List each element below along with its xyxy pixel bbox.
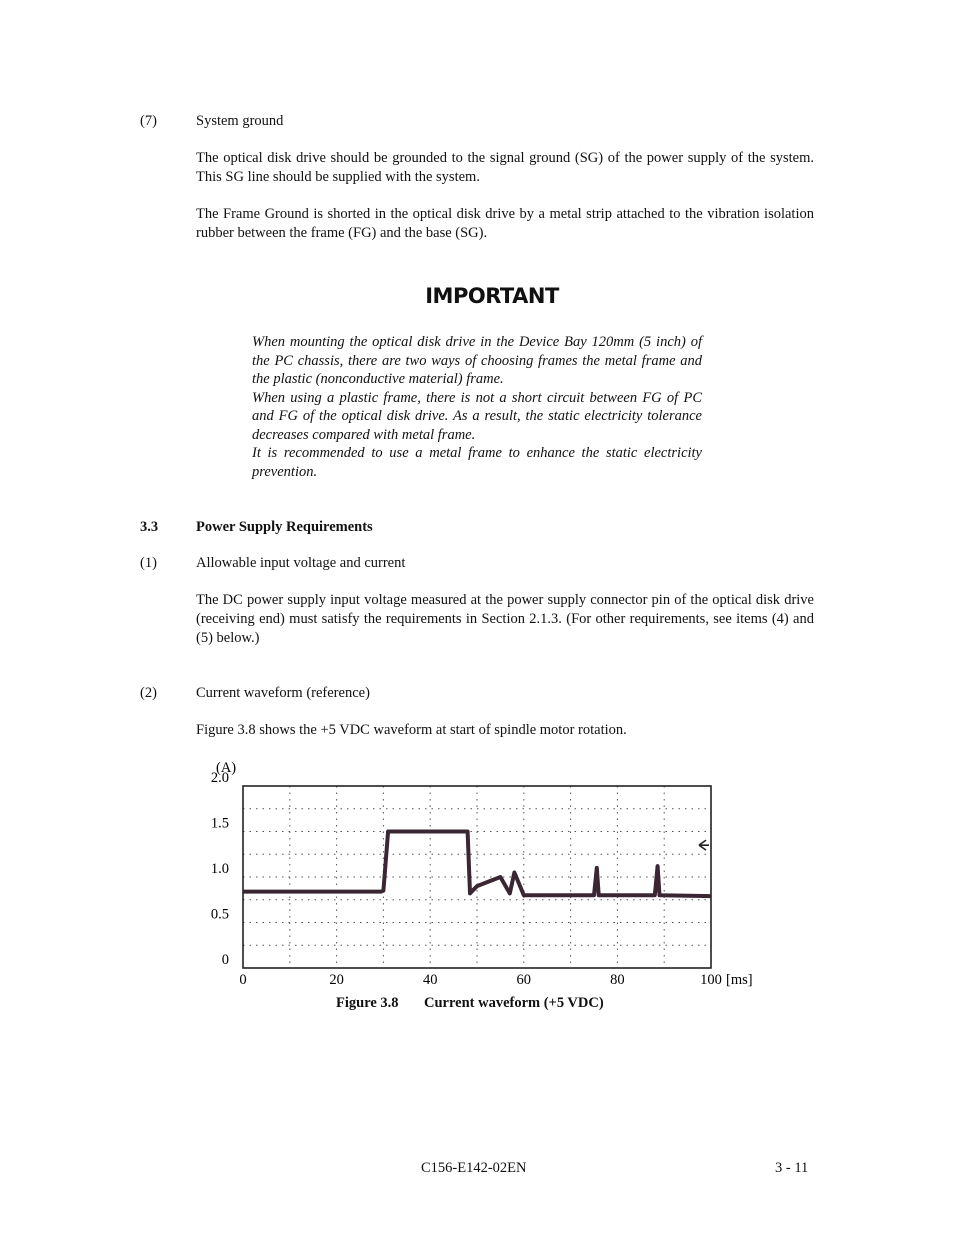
item-2-paragraph: Figure 3.8 shows the +5 VDC waveform at start of spindle motor rotation.	[196, 722, 627, 738]
figure-caption: Current waveform (+5 VDC)	[424, 995, 604, 1011]
section-7-title: System ground	[196, 113, 284, 129]
y-tick-label: 1.0	[210, 861, 229, 877]
y-axis-unit-label: (A)	[216, 760, 237, 776]
y-tick-label: 0.5	[210, 906, 229, 923]
page-number: 3 - 11	[775, 1160, 809, 1176]
section-7-number: (7)	[140, 113, 157, 129]
document-id: C156-E142-02EN	[421, 1160, 527, 1176]
important-note-line-2: When using a plastic frame, there is not a short circuit between FG of PC and FG of the optical disk drive. As a result, the static electricity tolerance decreases compared with metal frame.	[252, 389, 702, 443]
important-note-line-3: It is recommended to use a metal frame to enhance the static electricity prevention.	[252, 445, 702, 480]
item-1-number: (1)	[140, 555, 157, 571]
section-3-3-title: Power Supply Requirements	[196, 519, 373, 535]
y-tick-label: 1.5	[210, 815, 229, 832]
current-waveform-chart	[190, 755, 770, 995]
x-tick-label: 40	[422, 972, 438, 988]
y-tick-label: 2.0	[210, 770, 229, 786]
figure-label: Figure 3.8	[336, 995, 399, 1011]
important-note	[252, 333, 702, 481]
trigger-level-arrow-icon	[699, 840, 709, 850]
item-1-paragraph: The DC power supply input voltage measured at the power supply connector pin of the optical disk drive (receiving end) must satisfy the requirements in Section 2.1.3. (For other requirements, see items (4) and (5) below.)	[196, 592, 814, 646]
item-2-number: (2)	[140, 685, 157, 701]
item-2-title: Current waveform (reference)	[196, 685, 370, 701]
item-1-title: Allowable input voltage and current	[196, 555, 406, 571]
y-tick-label: 0	[221, 952, 229, 968]
section-7-paragraph-2: The Frame Ground is shorted in the optical disk drive by a metal strip attached to the vibration isolation rubber between the frame (FG) and the base (SG).	[196, 206, 814, 241]
x-tick-label: 80	[610, 972, 625, 988]
section-3-3-number: 3.3	[140, 519, 159, 535]
x-tick-label: 100	[700, 972, 722, 988]
section-7-paragraph-1: The optical disk drive should be grounded to the signal ground (SG) of the power supply of the system. This SG line should be supplied with the system.	[196, 150, 814, 185]
x-tick-label: 0	[239, 972, 247, 988]
waveform-line	[243, 832, 711, 897]
x-axis-unit-label: [ms]	[726, 972, 753, 988]
important-note-line-1: When mounting the optical disk drive in the Device Bay 120mm (5 inch) of the PC chassis, there are two ways of choosing frames the metal frame and the plastic (nonconductive material) frame.	[252, 334, 702, 387]
x-tick-label: 60	[516, 972, 532, 988]
x-tick-label: 20	[329, 972, 344, 988]
important-heading: IMPORTANT	[425, 284, 559, 308]
